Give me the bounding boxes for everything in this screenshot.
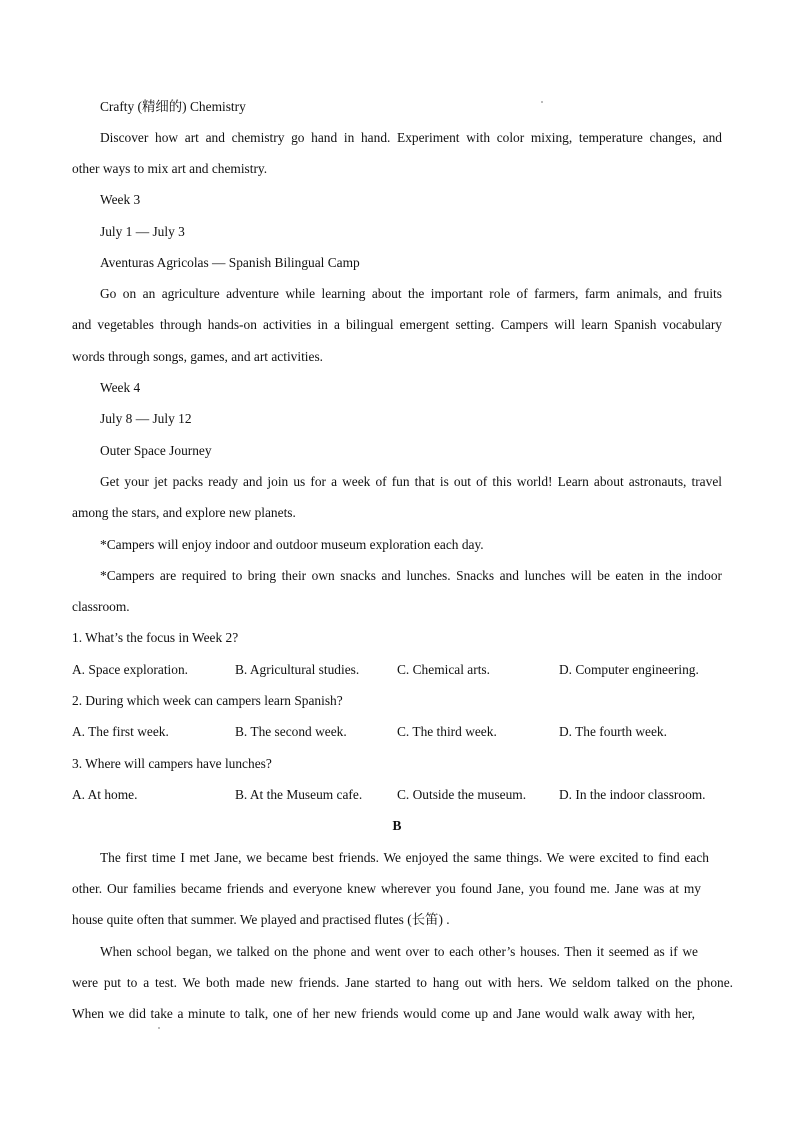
option-d: D. In the indoor classroom.	[559, 787, 706, 802]
paragraph-line: Discover how art and chemistry go hand in hand. Experiment with color mixing, temperature changes, and	[100, 130, 722, 145]
date-range: July 1 — July 3	[100, 224, 185, 239]
question-stem: 3. Where will campers have lunches?	[72, 756, 272, 771]
option-b: B. At the Museum cafe.	[235, 787, 363, 802]
question-stem: 1. What’s the focus in Week 2?	[72, 630, 239, 645]
paragraph-line: Get your jet packs ready and join us for a week of fun that is out of this world! Learn about astronauts, travel	[100, 474, 722, 489]
paragraph-line: and vegetables through hands-on activities in a bilingual emergent setting. Campers will learn Spanish vocabulary	[72, 317, 722, 332]
paragraph-line: words through songs, games, and art activities.	[72, 349, 324, 364]
paragraph-line: The first time I met Jane, we became best friends. We enjoyed the same things. We were excited to find each	[100, 850, 709, 865]
paragraph-line: When we did take a minute to talk, one of her new friends would come up and Jane would walk away with her,	[72, 1006, 695, 1021]
option-a: A. Space exploration.	[72, 662, 189, 677]
option-d: D. Computer engineering.	[559, 662, 699, 677]
activity-title-outer-space: Outer Space Journey	[100, 443, 212, 458]
note-line: classroom.	[72, 599, 130, 614]
scan-speck	[158, 1027, 160, 1029]
section-heading: B	[392, 818, 402, 833]
option-a: A. The first week.	[72, 724, 169, 739]
paragraph-line: were put to a test. We both made new friends. Jane started to hang out with hers. We seldom talked on the phone.	[72, 975, 733, 990]
note-line: *Campers are required to bring their own snacks and lunches. Snacks and lunches will be eaten in the indoor	[100, 568, 722, 583]
date-range: July 8 — July 12	[100, 411, 192, 426]
note-line: *Campers will enjoy indoor and outdoor museum exploration each day.	[100, 537, 484, 552]
option-c: C. Chemical arts.	[397, 662, 490, 677]
paragraph-line: house quite often that summer. We played and practised flutes (长笛) .	[72, 912, 450, 927]
paragraph-line: among the stars, and explore new planets.	[72, 505, 296, 520]
option-b: B. Agricultural studies.	[235, 662, 360, 677]
option-c: C. The third week.	[397, 724, 497, 739]
option-b: B. The second week.	[235, 724, 347, 739]
option-d: D. The fourth week.	[559, 724, 667, 739]
paragraph-line: When school began, we talked on the phone and went over to each other’s houses. Then it seemed as if we	[100, 944, 698, 959]
paragraph-line: other ways to mix art and chemistry.	[72, 161, 268, 176]
week-label: Week 4	[100, 380, 141, 395]
activity-title-spanish-camp: Aventuras Agricolas — Spanish Bilingual Camp	[100, 255, 360, 270]
week-label: Week 3	[100, 192, 141, 207]
scan-speck	[541, 101, 543, 103]
option-c: C. Outside the museum.	[397, 787, 527, 802]
paragraph-line: other. Our families became friends and everyone knew wherever you found Jane, you found me. Jane was at my	[72, 881, 701, 896]
paragraph-line: Go on an agriculture adventure while learning about the important role of farmers, farm animals, and fruits	[100, 286, 722, 301]
question-stem: 2. During which week can campers learn Spanish?	[72, 693, 343, 708]
option-a: A. At home.	[72, 787, 138, 802]
activity-title-crafty-chemistry: Crafty (精细的) Chemistry	[100, 99, 246, 114]
